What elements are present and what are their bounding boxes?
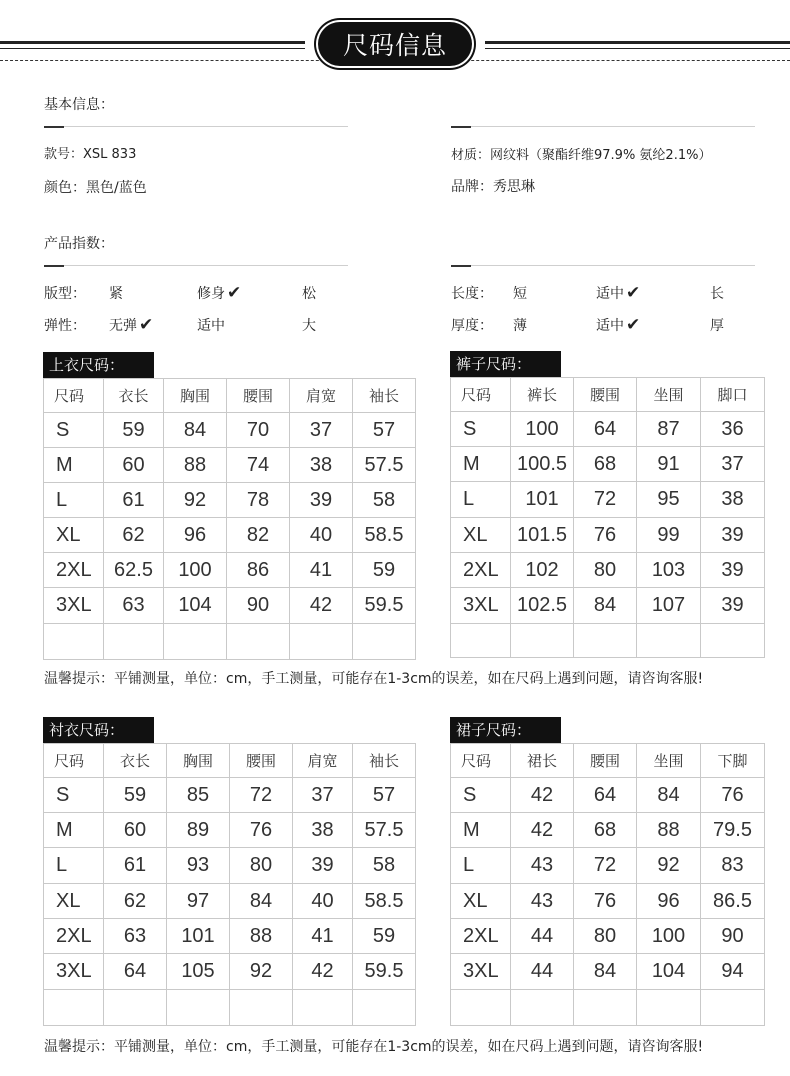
measurement-cell: 94 [701, 954, 765, 990]
measurement-cell: 78 [227, 483, 290, 518]
empty-cell [44, 990, 104, 1026]
table-row [44, 919, 416, 954]
header-rule-left-thin [0, 48, 305, 49]
tip-note-1: 温馨提示：平铺测量，单位：cm，手工测量，可能存在1-3cm的误差，如在尺码上遇到问题，请咨询客服! [44, 671, 704, 687]
size-cell: 3XL [451, 588, 511, 624]
measurement-cell: 84 [637, 778, 701, 813]
table-row [44, 954, 416, 990]
fit-option-slim [197, 283, 241, 303]
measurement-cell: 39 [290, 483, 353, 518]
measurement-cell: 104 [637, 954, 701, 990]
measurement-cell: 85 [167, 778, 230, 813]
empty-cell [104, 624, 164, 660]
elastic-option-none [109, 315, 153, 335]
empty-cell [511, 990, 574, 1026]
table-row [44, 413, 416, 448]
size-cell: M [44, 813, 104, 848]
size-cell: 2XL [451, 919, 511, 954]
column-header: 袖长 [353, 744, 416, 778]
measurement-cell: 93 [167, 848, 230, 884]
measurement-cell: 41 [293, 919, 353, 954]
table-empty-row [44, 990, 416, 1026]
measurement-cell: 68 [574, 813, 637, 848]
shirt-size-tab: 衬衣尺码： [43, 717, 154, 743]
measurement-cell: 72 [230, 778, 293, 813]
measurement-cell: 62 [104, 518, 164, 553]
table-row [44, 553, 416, 588]
fit-option-slim-label: 修身 [197, 286, 225, 302]
measurement-cell: 60 [104, 813, 167, 848]
empty-cell [353, 624, 416, 660]
measurement-cell: 41 [290, 553, 353, 588]
table-row [451, 848, 765, 884]
measurement-cell: 92 [164, 483, 227, 518]
table-empty-row [451, 990, 765, 1026]
measurement-cell: 39 [701, 518, 765, 553]
elastic-option-medium: 适中 [197, 318, 225, 334]
size-cell: S [451, 412, 511, 447]
measurement-cell: 101 [511, 482, 574, 518]
empty-cell [511, 624, 574, 658]
material-info: 材质：网纹料（聚酯纤维97.9% 氨纶2.1%） [451, 148, 712, 163]
size-cell: S [451, 778, 511, 813]
measurement-cell: 39 [293, 848, 353, 884]
size-cell: M [451, 813, 511, 848]
measurement-cell: 37 [293, 778, 353, 813]
column-header: 胸围 [167, 744, 230, 778]
empty-cell [293, 990, 353, 1026]
size-cell: 2XL [44, 553, 104, 588]
measurement-cell: 86.5 [701, 884, 765, 919]
table-row [451, 778, 765, 813]
tip-note-2: 温馨提示：平铺测量，单位：cm，手工测量，可能存在1-3cm的误差，如在尺码上遇到问题，请咨询客服! [44, 1039, 704, 1055]
measurement-cell: 57 [353, 413, 416, 448]
table-row [451, 482, 765, 518]
measurement-cell: 97 [167, 884, 230, 919]
measurement-cell: 79.5 [701, 813, 765, 848]
basic-sep-left [64, 126, 348, 127]
empty-cell [230, 990, 293, 1026]
column-header: 袖长 [353, 379, 416, 413]
measurement-cell: 84 [574, 588, 637, 624]
measurement-cell: 84 [574, 954, 637, 990]
measurement-cell: 102.5 [511, 588, 574, 624]
pants-size-tab: 裤子尺码： [450, 351, 561, 377]
measurement-cell: 89 [167, 813, 230, 848]
column-header: 尺码 [44, 379, 104, 413]
empty-cell [451, 624, 511, 658]
measurement-cell: 82 [227, 518, 290, 553]
column-header: 肩宽 [290, 379, 353, 413]
measurement-cell: 101.5 [511, 518, 574, 553]
measurement-cell: 107 [637, 588, 701, 624]
measurement-cell: 44 [511, 954, 574, 990]
measurement-cell: 76 [230, 813, 293, 848]
measurement-cell: 63 [104, 919, 167, 954]
empty-cell [44, 624, 104, 660]
size-cell: XL [44, 884, 104, 919]
measurement-cell: 42 [511, 813, 574, 848]
check-icon: ✔ [139, 315, 154, 335]
size-cell: L [451, 482, 511, 518]
thickness-label: 厚度： [451, 318, 493, 334]
table-row [44, 778, 416, 813]
style-number: 款号：XSL 833 [44, 147, 137, 162]
thickness-option-medium [596, 315, 640, 335]
table-row [451, 447, 765, 482]
measurement-cell: 38 [293, 813, 353, 848]
column-header: 腰围 [574, 378, 637, 412]
page-title: 尺码信息 [318, 22, 472, 66]
table-header-row [44, 379, 416, 413]
measurement-cell: 40 [293, 884, 353, 919]
measurement-cell: 96 [637, 884, 701, 919]
empty-cell [637, 624, 701, 658]
length-label: 长度： [451, 286, 493, 302]
measurement-cell: 72 [574, 482, 637, 518]
measurement-cell: 42 [293, 954, 353, 990]
measurement-cell: 100 [164, 553, 227, 588]
measurement-cell: 58 [353, 483, 416, 518]
measurement-cell: 58.5 [353, 518, 416, 553]
column-header: 尺码 [451, 744, 511, 778]
measurement-cell: 102 [511, 553, 574, 588]
measurement-cell: 59 [104, 778, 167, 813]
shirt-size-table [43, 743, 416, 1026]
measurement-cell: 72 [574, 848, 637, 884]
measurement-cell: 105 [167, 954, 230, 990]
table-row [44, 448, 416, 483]
measurement-cell: 57 [353, 778, 416, 813]
measurement-cell: 100.5 [511, 447, 574, 482]
basic-sep-right [471, 126, 755, 127]
empty-cell [701, 624, 765, 658]
table-row [451, 884, 765, 919]
column-header: 衣长 [104, 379, 164, 413]
elastic-label: 弹性： [44, 318, 86, 334]
column-header: 肩宽 [293, 744, 353, 778]
basic-dash-left [44, 126, 64, 128]
length-option-short: 短 [513, 286, 527, 302]
measurement-cell: 44 [511, 919, 574, 954]
check-icon: ✔ [227, 283, 242, 303]
table-header-row [451, 378, 765, 412]
measurement-cell: 61 [104, 483, 164, 518]
measurement-cell: 70 [227, 413, 290, 448]
measurement-cell: 40 [290, 518, 353, 553]
empty-cell [574, 990, 637, 1026]
size-cell: S [44, 413, 104, 448]
measurement-cell: 57.5 [353, 813, 416, 848]
column-header: 下脚 [701, 744, 765, 778]
measurement-cell: 59.5 [353, 954, 416, 990]
measurement-cell: 39 [701, 553, 765, 588]
measurement-cell: 88 [230, 919, 293, 954]
measurement-cell: 96 [164, 518, 227, 553]
size-cell: 3XL [44, 954, 104, 990]
measurement-cell: 58 [353, 848, 416, 884]
measurement-cell: 88 [164, 448, 227, 483]
empty-cell [167, 990, 230, 1026]
thickness-option-thin: 薄 [513, 318, 527, 334]
table-empty-row [44, 624, 416, 660]
measurement-cell: 68 [574, 447, 637, 482]
measurement-cell: 76 [574, 518, 637, 553]
size-cell: 2XL [44, 919, 104, 954]
thickness-option-thick: 厚 [710, 318, 724, 334]
size-cell: XL [451, 884, 511, 919]
column-header: 腰围 [574, 744, 637, 778]
header-rule-left-thick [0, 41, 305, 44]
header-rule-right-thin [485, 48, 790, 49]
measurement-cell: 38 [290, 448, 353, 483]
product-index-heading: 产品指数： [44, 236, 114, 252]
index-dash-right [451, 265, 471, 267]
column-header: 尺码 [44, 744, 104, 778]
empty-cell [637, 990, 701, 1026]
measurement-cell: 88 [637, 813, 701, 848]
size-cell: M [44, 448, 104, 483]
measurement-cell: 57.5 [353, 448, 416, 483]
column-header: 坐围 [637, 744, 701, 778]
brand-info: 品牌：秀思琳 [451, 179, 535, 195]
column-header: 裙长 [511, 744, 574, 778]
header-rule-right-thick [485, 41, 790, 44]
size-cell: XL [451, 518, 511, 553]
empty-cell [290, 624, 353, 660]
fit-label: 版型： [44, 286, 86, 302]
table-row [44, 518, 416, 553]
table-row [44, 813, 416, 848]
measurement-cell: 100 [511, 412, 574, 447]
column-header: 坐围 [637, 378, 701, 412]
measurement-cell: 62.5 [104, 553, 164, 588]
size-cell: L [44, 848, 104, 884]
pants-size-table [450, 377, 765, 658]
elastic-option-high: 大 [302, 318, 316, 334]
index-sep-left [64, 265, 348, 266]
column-header: 腰围 [227, 379, 290, 413]
basic-dash-right [451, 126, 471, 128]
measurement-cell: 60 [104, 448, 164, 483]
empty-cell [574, 624, 637, 658]
measurement-cell: 100 [637, 919, 701, 954]
column-header: 裤长 [511, 378, 574, 412]
table-row [44, 884, 416, 919]
measurement-cell: 42 [290, 588, 353, 624]
measurement-cell: 92 [230, 954, 293, 990]
length-option-long: 长 [710, 286, 724, 302]
measurement-cell: 64 [574, 412, 637, 447]
table-row [451, 919, 765, 954]
measurement-cell: 59 [353, 919, 416, 954]
table-row [451, 518, 765, 553]
size-cell: 2XL [451, 553, 511, 588]
table-row [44, 483, 416, 518]
table-row [44, 588, 416, 624]
column-header: 腰围 [230, 744, 293, 778]
measurement-cell: 91 [637, 447, 701, 482]
size-cell: XL [44, 518, 104, 553]
measurement-cell: 84 [164, 413, 227, 448]
size-cell: M [451, 447, 511, 482]
table-row [451, 813, 765, 848]
tops-size-table [43, 378, 416, 660]
table-row [44, 848, 416, 884]
table-row [451, 553, 765, 588]
measurement-cell: 90 [227, 588, 290, 624]
measurement-cell: 43 [511, 884, 574, 919]
table-header-row [44, 744, 416, 778]
measurement-cell: 59 [353, 553, 416, 588]
fit-option-loose: 松 [302, 286, 316, 302]
measurement-cell: 80 [574, 919, 637, 954]
check-icon: ✔ [626, 315, 641, 335]
empty-cell [701, 990, 765, 1026]
empty-cell [164, 624, 227, 660]
table-row [451, 412, 765, 447]
index-dash-left [44, 265, 64, 267]
measurement-cell: 59.5 [353, 588, 416, 624]
size-cell: S [44, 778, 104, 813]
measurement-cell: 86 [227, 553, 290, 588]
measurement-cell: 84 [230, 884, 293, 919]
thickness-option-medium-label: 适中 [596, 318, 624, 334]
measurement-cell: 104 [164, 588, 227, 624]
table-header-row [451, 744, 765, 778]
measurement-cell: 64 [104, 954, 167, 990]
column-header: 脚口 [701, 378, 765, 412]
measurement-cell: 87 [637, 412, 701, 447]
measurement-cell: 42 [511, 778, 574, 813]
measurement-cell: 58.5 [353, 884, 416, 919]
column-header: 尺码 [451, 378, 511, 412]
measurement-cell: 99 [637, 518, 701, 553]
measurement-cell: 36 [701, 412, 765, 447]
empty-cell [227, 624, 290, 660]
measurement-cell: 92 [637, 848, 701, 884]
empty-cell [451, 990, 511, 1026]
check-icon: ✔ [626, 283, 641, 303]
table-row [451, 588, 765, 624]
measurement-cell: 59 [104, 413, 164, 448]
size-cell: L [451, 848, 511, 884]
length-option-medium-label: 适中 [596, 286, 624, 302]
color-info: 颜色：黑色/蓝色 [44, 180, 147, 196]
empty-cell [104, 990, 167, 1026]
skirt-size-tab: 裙子尺码： [450, 717, 561, 743]
size-cell: 3XL [44, 588, 104, 624]
index-sep-right [471, 265, 755, 266]
skirt-size-table [450, 743, 765, 1026]
length-option-medium [596, 283, 640, 303]
column-header: 胸围 [164, 379, 227, 413]
empty-cell [353, 990, 416, 1026]
basic-info-heading: 基本信息： [44, 97, 114, 113]
measurement-cell: 37 [701, 447, 765, 482]
measurement-cell: 90 [701, 919, 765, 954]
measurement-cell: 43 [511, 848, 574, 884]
measurement-cell: 63 [104, 588, 164, 624]
measurement-cell: 61 [104, 848, 167, 884]
elastic-option-none-label: 无弹 [109, 318, 137, 334]
column-header: 衣长 [104, 744, 167, 778]
measurement-cell: 76 [701, 778, 765, 813]
size-cell: 3XL [451, 954, 511, 990]
measurement-cell: 62 [104, 884, 167, 919]
measurement-cell: 101 [167, 919, 230, 954]
measurement-cell: 83 [701, 848, 765, 884]
measurement-cell: 80 [574, 553, 637, 588]
measurement-cell: 76 [574, 884, 637, 919]
size-cell: L [44, 483, 104, 518]
measurement-cell: 95 [637, 482, 701, 518]
measurement-cell: 74 [227, 448, 290, 483]
measurement-cell: 103 [637, 553, 701, 588]
table-row [451, 954, 765, 990]
measurement-cell: 64 [574, 778, 637, 813]
fit-option-tight: 紧 [109, 286, 123, 302]
tops-size-tab: 上衣尺码： [43, 352, 154, 378]
table-empty-row [451, 624, 765, 658]
measurement-cell: 37 [290, 413, 353, 448]
measurement-cell: 80 [230, 848, 293, 884]
measurement-cell: 39 [701, 588, 765, 624]
measurement-cell: 38 [701, 482, 765, 518]
